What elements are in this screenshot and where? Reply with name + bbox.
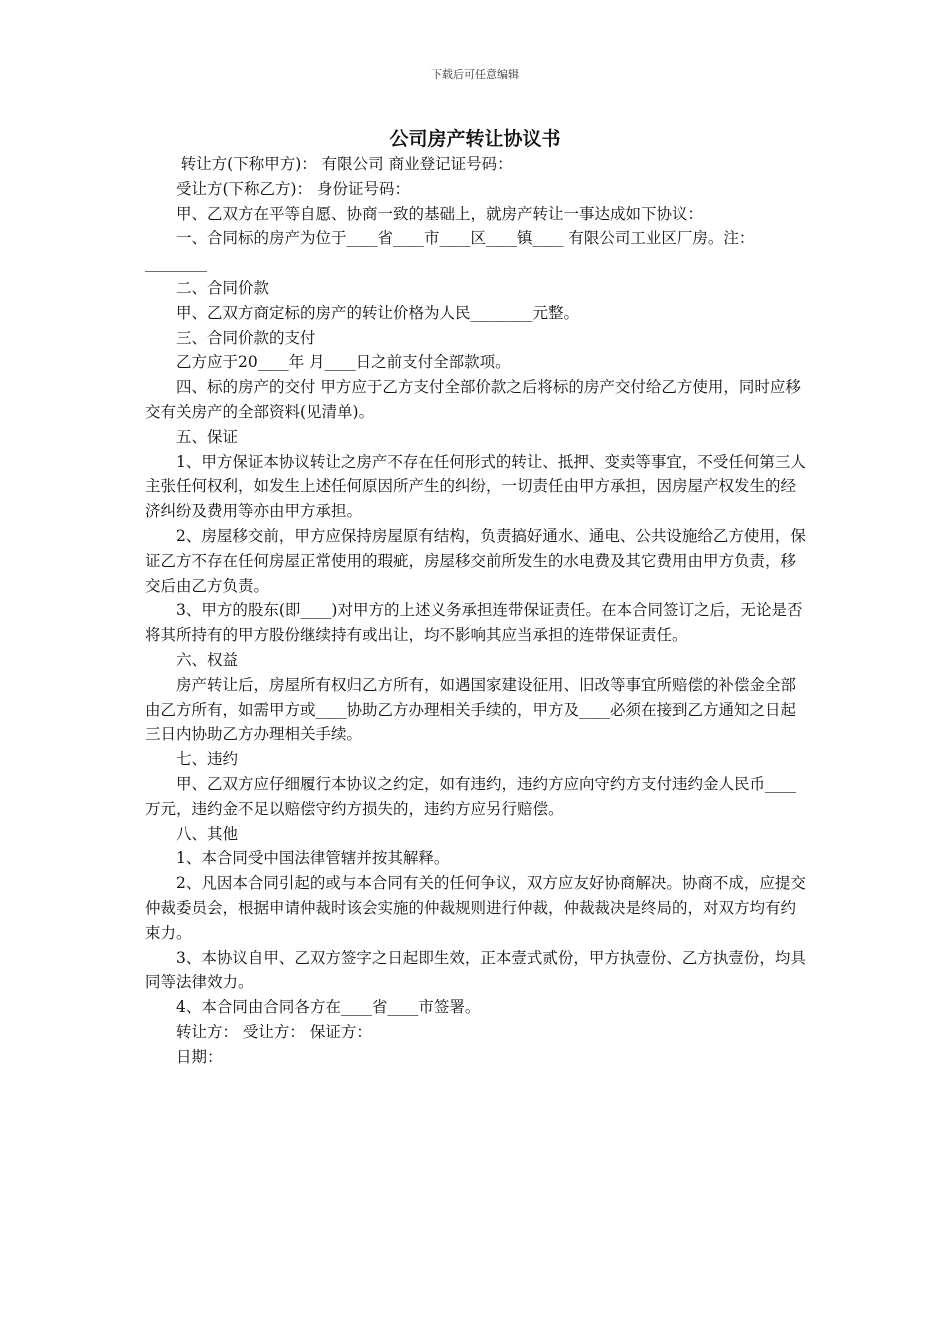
other-item-4: 4、本合同由合同各方在____省____市签署。 [176, 998, 481, 1017]
section-heading-payment: 三、合同价款的支付 [176, 328, 316, 347]
rights-paragraph: 房产转让后，房屋所有权归乙方所有，如遇国家建设征用、旧改等事宜所赔偿的补偿金全部由乙方所有，如需甲方或____协助乙方办理相关手续的，甲方及____必须在接到乙方通知之日起三日内协助乙方办理相关手续。 [145, 675, 797, 744]
date-line: 日期： [176, 1047, 223, 1066]
section-heading-guarantee: 五、保证 [176, 427, 239, 446]
transferee-line: 受让方(下称乙方)： 身份证号码： [176, 179, 411, 198]
guarantee-item-1: 1、甲方保证本协议转让之房产不存在任何形式的转让、抵押、变卖等事宜，不受任何第三人主张任何权利，如发生上述任何原因所产生的纠纷，一切责任由甲方承担，因房屋产权发生的经济纠纷及费用等亦由甲方承担。 [145, 452, 806, 521]
guarantee-item-3: 3、甲方的股东(即____)对甲方的上述义务承担连带保证责任。在本合同签订之后，无论是否将其所持有的甲方股份继续持有或出让，均不影响其应当承担的连带保证责任。 [145, 601, 803, 645]
intro-paragraph: 甲、乙双方在平等自愿、协商一致的基础上，就房产转让一事达成如下协议： [176, 204, 704, 223]
section-heading-rights: 六、权益 [176, 650, 239, 669]
breach-paragraph: 甲、乙双方应仔细履行本协议之约定，如有违约，违约方应向守约方支付违约金人民币____万元，违约金不足以赔偿守约方损失的，违约方应另行赔偿。 [145, 774, 797, 818]
document-body [145, 152, 810, 1069]
other-item-2: 2、凡因本合同引起的或与本合同有关的任何争议，双方应友好协商解决。协商不成，应提交 仲裁委员会，根据申请仲裁时该会实施的仲裁规则进行仲裁，仲裁裁决是终局的，对双方均有约束力。 [145, 874, 806, 942]
other-item-3: 3、本协议自甲、乙双方签字之日起即生效，正本壹式贰份，甲方执壹份、乙方执壹份，均具同等法律效力。 [145, 948, 806, 992]
delivery-paragraph: 四、标的房产的交付 甲方应于乙方支付全部价款之后将标的房产交付给乙方使用，同时应移交有关房产的全部资料(见清单)。 [145, 378, 801, 421]
payment-paragraph: 乙方应于20____年 月____日之前支付全部款项。 [176, 353, 511, 372]
clause-1-paragraph: 一、合同标的房产为位于____省____市____区____镇____ 有限公司工业区厂房。注：________ [145, 229, 755, 273]
price-paragraph: 甲、乙双方商定标的房产的转让价格为人民________元整。 [176, 303, 580, 322]
section-heading-other: 八、其他 [176, 824, 239, 843]
document-title: 公司房产转让协议书 [389, 128, 561, 150]
section-heading-price: 二、合同价款 [176, 278, 270, 297]
section-heading-breach: 七、违约 [176, 750, 239, 769]
other-item-1: 1、本合同受中国法律管辖并按其解释。 [176, 849, 450, 868]
header-note: 下载后可任意编辑 [431, 68, 519, 81]
transferor-line: 转让方(下称甲方)： 有限公司 商业登记证号码： [180, 155, 513, 173]
guarantee-item-2: 2、房屋移交前，甲方应保持房屋原有结构，负责搞好通水、通电、公共设施给乙方使用，保证乙方不存在任何房屋正常使用的瑕疵，房屋移交前所发生的水电费及其它费用由甲方负责，移交后由乙方负责。 [145, 526, 806, 595]
signature-line: 转让方： 受让方： 保证方： [176, 1022, 372, 1041]
